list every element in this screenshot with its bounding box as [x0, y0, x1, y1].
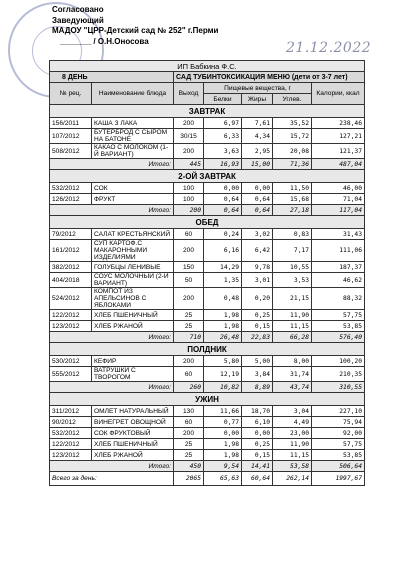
section-title: ЗАВТРАК	[50, 105, 365, 118]
fat: 0,00	[242, 183, 273, 194]
calories: 100,20	[312, 356, 365, 367]
protein: 1,98	[204, 450, 242, 461]
dish-row	[50, 144, 365, 159]
col-yield: Выход	[174, 83, 204, 105]
carbs: 0,83	[273, 229, 312, 240]
yield: 25	[174, 450, 204, 461]
section-title: ОБЕД	[50, 216, 365, 229]
dish-row	[50, 417, 365, 428]
dish-name: ВАТРУШКИ С ТВОРОГОМ	[92, 367, 174, 382]
protein: 1,35	[204, 273, 242, 288]
total-carbs: 27,18	[273, 205, 312, 216]
carbs: 21,15	[273, 288, 312, 310]
protein: 0,00	[204, 183, 242, 194]
rec-number: 404/2018	[50, 273, 92, 288]
calories: 238,46	[312, 118, 365, 129]
total-carbs: 66,28	[273, 332, 312, 343]
total-label: Итого:	[50, 382, 174, 393]
protein: 5,80	[204, 356, 242, 367]
handwritten-date: 21.12.2022	[286, 40, 372, 56]
total-label: Итого:	[50, 332, 174, 343]
yield: 50	[174, 273, 204, 288]
rec-number: 126/2012	[50, 194, 92, 205]
col-protein: Белки	[204, 94, 242, 105]
fat: 6,42	[242, 240, 273, 262]
section-header	[50, 216, 365, 229]
calories: 46,62	[312, 273, 365, 288]
dish-row	[50, 240, 365, 262]
total-yield: 710	[174, 332, 204, 343]
calories: 31,43	[312, 229, 365, 240]
calories: 53,85	[312, 321, 365, 332]
protein: 0,48	[204, 288, 242, 310]
total-label: Итого:	[50, 159, 174, 170]
dish-row	[50, 273, 365, 288]
fat: 4,34	[242, 129, 273, 144]
fat: 0,25	[242, 310, 273, 321]
fat: 0,15	[242, 321, 273, 332]
section-title: 2-ОЙ ЗАВТРАК	[50, 170, 365, 183]
protein: 11,66	[204, 406, 242, 417]
total-protein: 9,54	[204, 461, 242, 472]
yield: 200	[174, 288, 204, 310]
carbs: 11,50	[273, 183, 312, 194]
total-protein: 0,64	[204, 205, 242, 216]
carbs: 3,53	[273, 273, 312, 288]
total-yield: 200	[174, 205, 204, 216]
yield: 200	[174, 428, 204, 439]
total-fat: 0,64	[242, 205, 273, 216]
protein: 0,77	[204, 417, 242, 428]
dish-row	[50, 262, 365, 273]
fat: 2,95	[242, 144, 273, 159]
protein: 6,33	[204, 129, 242, 144]
col-carbs: Углев.	[273, 94, 312, 105]
total-yield: 260	[174, 382, 204, 393]
grand-fat: 60,64	[242, 472, 273, 486]
calories: 88,32	[312, 288, 365, 310]
rec-number: 555/2012	[50, 367, 92, 382]
total-protein: 16,93	[204, 159, 242, 170]
dish-name: ХЛЕБ РЖАНОЙ	[92, 450, 174, 461]
protein: 12,19	[204, 367, 242, 382]
dish-row	[50, 356, 365, 367]
protein: 6,97	[204, 118, 242, 129]
grand-calories: 1997,67	[312, 472, 365, 486]
rec-number: 107/2012	[50, 129, 92, 144]
carbs: 3,04	[273, 406, 312, 417]
protein: 1,98	[204, 321, 242, 332]
carbs: 7,17	[273, 240, 312, 262]
col-calories: Калории, ккал	[312, 83, 365, 105]
carbs: 23,00	[273, 428, 312, 439]
calories: 111,06	[312, 240, 365, 262]
dish-name: КАША З ЛАКА	[92, 118, 174, 129]
protein: 0,24	[204, 229, 242, 240]
fat: 7,61	[242, 118, 273, 129]
rec-number: 79/2012	[50, 229, 92, 240]
calories: 53,85	[312, 450, 365, 461]
dish-name: ХЛЕБ РЖАНОЙ	[92, 321, 174, 332]
dish-row	[50, 439, 365, 450]
grand-total-label: Всего за день:	[50, 472, 174, 486]
grand-yield: 2065	[174, 472, 204, 486]
yield: 60	[174, 229, 204, 240]
rec-number: 532/2012	[50, 183, 92, 194]
total-calories: 506,64	[312, 461, 365, 472]
yield: 25	[174, 439, 204, 450]
organization-name: ИП Бабкина Ф.С.	[50, 61, 365, 72]
dish-row	[50, 129, 365, 144]
col-fat: Жиры	[242, 94, 273, 105]
total-fat: 14,41	[242, 461, 273, 472]
total-label: Итого:	[50, 205, 174, 216]
yield: 150	[174, 262, 204, 273]
menu-table	[49, 60, 365, 486]
protein: 3,63	[204, 144, 242, 159]
approval-line: _______ / О.Н.Оносова	[60, 36, 149, 46]
rec-number: 524/2012	[50, 288, 92, 310]
dish-name: ОМЛЕТ НАТУРАЛЬНЫЙ	[92, 406, 174, 417]
yield: 100	[174, 183, 204, 194]
dish-name: СОК ФРУКТОВЫЙ	[92, 428, 174, 439]
fat: 9,78	[242, 262, 273, 273]
fat: 3,84	[242, 367, 273, 382]
section-total-row	[50, 159, 365, 170]
yield: 25	[174, 321, 204, 332]
yield: 100	[174, 194, 204, 205]
carbs: 15,68	[273, 194, 312, 205]
approval-line: Согласовано	[52, 5, 104, 14]
dish-row	[50, 183, 365, 194]
grand-carbs: 262,14	[273, 472, 312, 486]
rec-number: 122/2012	[50, 439, 92, 450]
carbs: 15,72	[273, 129, 312, 144]
total-calories: 487,04	[312, 159, 365, 170]
total-calories: 576,40	[312, 332, 365, 343]
day-label: 8 ДЕНЬ	[50, 72, 174, 83]
carbs: 11,15	[273, 321, 312, 332]
carbs: 11,15	[273, 450, 312, 461]
total-protein: 10,82	[204, 382, 242, 393]
dish-name: ХЛЕБ ПШЕНИЧНЫЙ	[92, 310, 174, 321]
total-yield: 450	[174, 461, 204, 472]
dish-row	[50, 321, 365, 332]
yield: 30/15	[174, 129, 204, 144]
calories: 57,75	[312, 439, 365, 450]
dish-name: БУТЕРБРОД С СЫРОМ НА БАТОНЕ	[92, 129, 174, 144]
protein: 1,98	[204, 439, 242, 450]
total-calories: 117,04	[312, 205, 365, 216]
rec-number: 508/2012	[50, 144, 92, 159]
section-header	[50, 343, 365, 356]
carbs: 11,90	[273, 310, 312, 321]
yield: 60	[174, 417, 204, 428]
dish-name: ХЛЕБ ПШЕНИЧНЫЙ	[92, 439, 174, 450]
dish-name: СОУС МОЛОЧНЫЙ (2-Й ВАРИАНТ)	[92, 273, 174, 288]
carbs: 35,52	[273, 118, 312, 129]
fat: 0,15	[242, 450, 273, 461]
section-total-row	[50, 205, 365, 216]
total-label: Итого:	[50, 461, 174, 472]
total-fat: 15,00	[242, 159, 273, 170]
total-protein: 26,48	[204, 332, 242, 343]
col-nutrients: Пищевые вещества, г	[204, 83, 312, 94]
grand-protein: 65,63	[204, 472, 242, 486]
calories: 121,37	[312, 144, 365, 159]
fat: 5,00	[242, 356, 273, 367]
dish-name: КЕФИР	[92, 356, 174, 367]
dish-row	[50, 229, 365, 240]
col-name: Наименование блюда	[92, 83, 174, 105]
rec-number: 311/2012	[50, 406, 92, 417]
dish-row	[50, 310, 365, 321]
rec-number: 122/2012	[50, 310, 92, 321]
col-rec: № рец.	[50, 83, 92, 105]
carbs: 11,90	[273, 439, 312, 450]
calories: 92,00	[312, 428, 365, 439]
calories: 227,10	[312, 406, 365, 417]
dish-name: КАКАО С МОЛОКОМ (1-Й ВАРИАНТ)	[92, 144, 174, 159]
calories: 57,75	[312, 310, 365, 321]
dish-row	[50, 288, 365, 310]
fat: 0,20	[242, 288, 273, 310]
rec-number: 382/2012	[50, 262, 92, 273]
section-header	[50, 170, 365, 183]
dish-name: КОМПОТ ИЗ АПЕЛЬСИНОВ С ЯБЛОКАМИ	[92, 288, 174, 310]
yield: 25	[174, 310, 204, 321]
section-title: УЖИН	[50, 393, 365, 406]
fat: 18,70	[242, 406, 273, 417]
total-carbs: 71,36	[273, 159, 312, 170]
section-total-row	[50, 332, 365, 343]
section-total-row	[50, 382, 365, 393]
approval-line: Заведующий	[52, 15, 104, 25]
fat: 3,01	[242, 273, 273, 288]
calories: 71,04	[312, 194, 365, 205]
rec-number: 530/2012	[50, 356, 92, 367]
yield: 200	[174, 356, 204, 367]
dish-row	[50, 406, 365, 417]
section-total-row	[50, 461, 365, 472]
total-carbs: 43,74	[273, 382, 312, 393]
section-title: ПОЛДНИК	[50, 343, 365, 356]
dish-row	[50, 367, 365, 382]
carbs: 8,00	[273, 356, 312, 367]
calories: 46,00	[312, 183, 365, 194]
section-header	[50, 393, 365, 406]
dish-row	[50, 194, 365, 205]
protein: 14,29	[204, 262, 242, 273]
dish-name: СОК	[92, 183, 174, 194]
rec-number: 532/2012	[50, 428, 92, 439]
calories: 187,37	[312, 262, 365, 273]
fat: 0,25	[242, 439, 273, 450]
fat: 0,64	[242, 194, 273, 205]
total-fat: 8,89	[242, 382, 273, 393]
calories: 75,94	[312, 417, 365, 428]
dish-name: СУП КАРТОФ.С МАКАРОННЫМИ ИЗДЕЛИЯМИ	[92, 240, 174, 262]
rec-number: 156/2011	[50, 118, 92, 129]
rec-number: 90/2012	[50, 417, 92, 428]
total-carbs: 53,58	[273, 461, 312, 472]
section-header	[50, 105, 365, 118]
dish-row	[50, 450, 365, 461]
dish-row	[50, 428, 365, 439]
yield: 200	[174, 118, 204, 129]
protein: 0,00	[204, 428, 242, 439]
total-calories: 310,55	[312, 382, 365, 393]
protein: 1,98	[204, 310, 242, 321]
total-fat: 22,83	[242, 332, 273, 343]
dish-name: ГОЛУБЦЫ ЛЕНИВЫЕ	[92, 262, 174, 273]
menu-table-wrapper	[49, 60, 364, 486]
protein: 0,64	[204, 194, 242, 205]
protein: 6,16	[204, 240, 242, 262]
yield: 60	[174, 367, 204, 382]
carbs: 10,55	[273, 262, 312, 273]
dish-name: ВИНЕГРЕТ ОВОЩНОЙ	[92, 417, 174, 428]
carbs: 20,08	[273, 144, 312, 159]
fat: 0,00	[242, 428, 273, 439]
fat: 3,02	[242, 229, 273, 240]
calories: 210,35	[312, 367, 365, 382]
approval-line: МАДОУ "ЦРР-Детский сад № 252" г.Перми	[52, 26, 219, 35]
fat: 6,10	[242, 417, 273, 428]
yield: 200	[174, 240, 204, 262]
calories: 127,21	[312, 129, 365, 144]
carbs: 4,49	[273, 417, 312, 428]
rec-number: 161/2012	[50, 240, 92, 262]
menu-title: САД ТУБИНТОКСИКАЦИЯ МЕНЮ (дети от 3-7 лет)	[174, 72, 365, 83]
dish-name: САЛАТ КРЕСТЬЯНСКИЙ	[92, 229, 174, 240]
rec-number: 123/2012	[50, 321, 92, 332]
grand-total-row	[50, 472, 365, 486]
yield: 200	[174, 144, 204, 159]
carbs: 31,74	[273, 367, 312, 382]
total-yield: 445	[174, 159, 204, 170]
dish-name: ФРУКТ	[92, 194, 174, 205]
approval-block	[52, 5, 218, 47]
dish-row	[50, 118, 365, 129]
yield: 130	[174, 406, 204, 417]
rec-number: 123/2012	[50, 450, 92, 461]
